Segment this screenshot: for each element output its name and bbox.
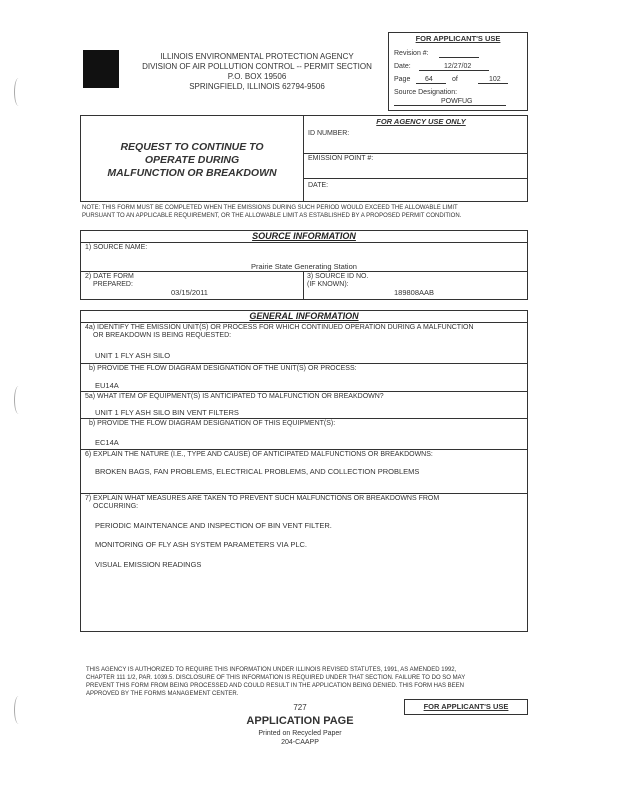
form-title-line-1: REQUEST TO CONTINUE TO: [120, 141, 264, 153]
agency-row-line-1: [303, 153, 527, 154]
q4b-value: EU14A: [95, 381, 119, 390]
q7-value-2: MONITORING OF FLY ASH SYSTEM PARAMETERS VIA PLC.: [95, 540, 307, 549]
agency-date-label: DATE:: [308, 182, 329, 189]
q5a-value: UNIT 1 FLY ASH SILO BIN VENT FILTERS: [95, 408, 239, 417]
form-title-line-2: OPERATE DURING: [144, 154, 240, 166]
source-id-value: 189808AAB: [394, 288, 435, 297]
q6-value: BROKEN BAGS, FAN PROBLEMS, ELECTRICAL PROBLEMS, AND COLLECTION PROBLEMS: [95, 467, 420, 476]
source-designation-line: [394, 105, 506, 106]
footer-line-1: THIS AGENCY IS AUTHORIZED TO REQUIRE THIS INFORMATION UNDER ILLINOIS REVISED STATUTES, 1991, AS AMENDED 1992,: [86, 667, 457, 673]
general-info-box: [80, 310, 528, 632]
footer-line-2: CHAPTER 111 1/2, PAR. 1039.5. DISCLOSURE OF THIS INFORMATION IS REQUIRED UNDER THAT SECTION. FAILURE TO DO SO MAY: [86, 675, 466, 681]
page-value: 64: [425, 76, 433, 83]
q4b-line: [81, 391, 527, 392]
q6-line: [81, 493, 527, 494]
agency-line-1: ILLINOIS ENVIRONMENTAL PROTECTION AGENCY: [160, 52, 354, 61]
emission-point-label: EMISSION POINT #:: [308, 155, 374, 162]
q4a-line: [81, 363, 527, 364]
form-code: 204-CAAPP: [281, 739, 319, 746]
q7-value-3: VISUAL EMISSION READINGS: [95, 560, 202, 569]
page-label: Page: [394, 76, 411, 83]
footer-applicant-title: FOR APPLICANT'S USE: [423, 702, 509, 711]
source-designation-value: POWFUG: [441, 98, 473, 105]
agency-line-3: P.O. BOX 19506: [227, 72, 287, 81]
of-value: 102: [489, 76, 501, 83]
applicant-use-title: FOR APPLICANT'S USE: [415, 34, 501, 43]
q4b-label: b) PROVIDE THE FLOW DIAGRAM DESIGNATION OF THE UNIT(S) OR PROCESS:: [89, 365, 357, 372]
q5b-label: b) PROVIDE THE FLOW DIAGRAM DESIGNATION OF THIS EQUIPMENT(S):: [89, 420, 336, 427]
printed-recycled-label: Printed on Recycled Paper: [258, 730, 342, 737]
q5a-label: 5a) WHAT ITEM OF EQUIPMENT(S) IS ANTICIPATED TO MALFUNCTION OR BREAKDOWN?: [85, 393, 384, 400]
q7-label-line-2: OCCURRING:: [93, 503, 139, 510]
q6-label: 6) EXPLAIN THE NATURE (I.E., TYPE AND CAUSE) OF ANTICIPATED MALFUNCTIONS OR BREAKDOWNS:: [85, 451, 433, 458]
source-designation-label: Source Designation:: [394, 89, 458, 96]
title-divider: [303, 116, 304, 201]
agency-logo: [83, 50, 119, 88]
q5b-value: EC14A: [95, 438, 119, 447]
footer-line-3: PREVENT THIS FORM FROM BEING PROCESSED AND COULD RESULT IN THE APPLICATION BEING DENIED. THIS FORM HAS BEEN: [86, 683, 464, 689]
q7-label-line-1: 7) EXPLAIN WHAT MEASURES ARE TAKEN TO PREVENT SUCH MALFUNCTIONS OR BREAKDOWNS FROM: [85, 495, 440, 502]
revision-label: Revision #:: [394, 50, 429, 57]
note-line-2: PURSUANT TO AN APPLICABLE REQUIREMENT, OR THE ALLOWABLE LIMIT AS ESTABLISHED BY A PROPOSED PERMIT CONDITION.: [82, 213, 462, 219]
punch-hole-top: [14, 78, 23, 106]
note-line-1: NOTE: THIS FORM MUST BE COMPLETED WHEN THE EMISSIONS DURING SUCH PERIOD WOULD EXCEED THE ALLOWABLE LIMIT: [82, 205, 458, 211]
applicant-use-box: [388, 32, 528, 111]
source-title-line: [81, 242, 527, 243]
q5a-line: [81, 418, 527, 419]
date-prepared-label-2: PREPARED:: [93, 281, 133, 288]
agency-line-2: DIVISION OF AIR POLLUTION CONTROL -- PERMIT SECTION: [142, 62, 372, 71]
agency-row-line-2: [303, 178, 527, 179]
punch-hole-middle: [14, 386, 23, 414]
source-id-label-1: 3) SOURCE ID NO.: [307, 273, 369, 280]
source-id-label-2: (IF KNOWN):: [307, 281, 349, 288]
q7-value-1: PERIODIC MAINTENANCE AND INSPECTION OF BIN VENT FILTER.: [95, 521, 332, 530]
date-label: Date:: [394, 63, 411, 70]
form-title-line-3: MALFUNCTION OR BREAKDOWN: [107, 167, 277, 179]
agency-use-title: FOR AGENCY USE ONLY: [376, 117, 466, 126]
source-name-value: Prairie State Generating Station: [251, 262, 357, 271]
date-value: 12/27/02: [444, 63, 472, 70]
of-label: of: [452, 76, 458, 83]
title-box: [80, 115, 528, 202]
page-number: 727: [293, 703, 307, 712]
punch-hole-bottom: [14, 696, 23, 724]
source-mid-divider: [303, 271, 304, 299]
id-number-label: ID NUMBER:: [308, 130, 350, 137]
date-line: [419, 70, 489, 71]
q4a-label-line-2: OR BREAKDOWN IS BEING REQUESTED:: [93, 332, 232, 339]
footer-applicant-box: [404, 699, 528, 715]
of-line: [478, 83, 508, 84]
q4a-value: UNIT 1 FLY ASH SILO: [95, 351, 171, 360]
q5b-line: [81, 449, 527, 450]
date-prepared-label-1: 2) DATE FORM: [85, 273, 134, 280]
source-name-label: 1) SOURCE NAME:: [85, 244, 148, 251]
footer-line-4: APPROVED BY THE FORMS MANAGEMENT CENTER.: [86, 691, 239, 697]
source-name-line: [81, 271, 527, 272]
general-info-title: GENERAL INFORMATION: [249, 311, 359, 321]
agency-line-4: SPRINGFIELD, ILLINOIS 62794-9506: [189, 82, 325, 91]
date-prepared-value: 03/15/2011: [171, 288, 208, 297]
revision-line: [439, 57, 479, 58]
source-info-title: SOURCE INFORMATION: [252, 231, 356, 241]
source-info-box: [80, 230, 528, 300]
q4a-label-line-1: 4a) IDENTIFY THE EMISSION UNIT(S) OR PROCESS FOR WHICH CONTINUED OPERATION DURING A MALFUNCTION: [85, 324, 474, 331]
general-title-line: [81, 322, 527, 323]
page-line: [416, 83, 446, 84]
application-page-label: APPLICATION PAGE: [246, 715, 354, 727]
